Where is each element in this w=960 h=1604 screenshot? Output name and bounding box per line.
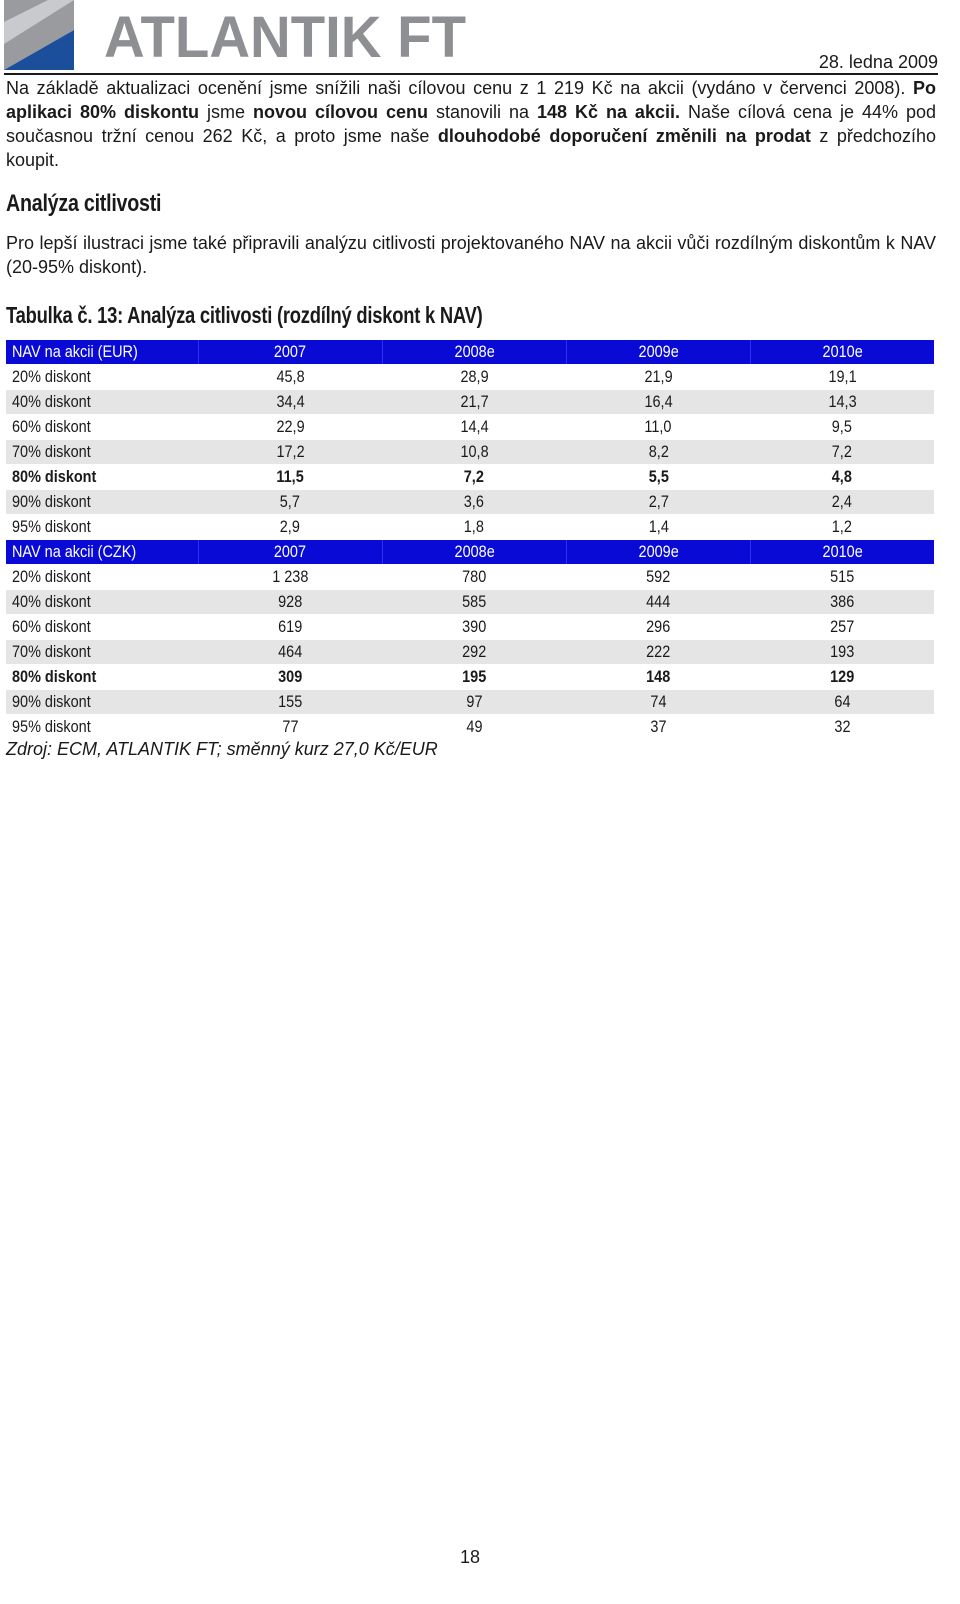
value-cell: 1 238 <box>198 565 382 590</box>
table-row <box>6 415 934 440</box>
value-cell: 19,1 <box>750 365 934 390</box>
value-cell: 21,9 <box>566 365 750 390</box>
value-cell: 155 <box>198 690 382 715</box>
report-date: 28. ledna 2009 <box>818 52 938 72</box>
header-divider <box>4 73 938 75</box>
value-cell: 45,8 <box>198 365 382 390</box>
table-row <box>6 490 934 515</box>
discount-label-cell: 95% diskont <box>6 715 198 740</box>
header-year-cell: 2009e <box>566 540 750 565</box>
value-cell: 11,0 <box>566 415 750 440</box>
table-header-row-eur <box>6 340 934 365</box>
value-cell: 193 <box>750 640 934 665</box>
discount-label-cell: 90% diskont <box>6 490 198 515</box>
value-cell: 444 <box>566 590 750 615</box>
value-cell: 1,2 <box>750 515 934 540</box>
value-cell: 21,7 <box>382 390 566 415</box>
value-cell: 7,2 <box>750 440 934 465</box>
section-paragraph: Pro lepší ilustraci jsme také připravili analýzu citlivosti projektovaného NAV na akcii vůči rozdílným diskontům k NAV (20-95% diskont). <box>6 233 936 277</box>
header-year-cell: 2007 <box>198 340 382 365</box>
value-cell: 5,7 <box>198 490 382 515</box>
logo-wordmark: ATLANTIK FT <box>104 5 466 70</box>
value-cell: 17,2 <box>198 440 382 465</box>
value-cell: 585 <box>382 590 566 615</box>
value-cell: 1,8 <box>382 515 566 540</box>
value-cell: 780 <box>382 565 566 590</box>
table-row <box>6 515 934 540</box>
value-cell: 928 <box>198 590 382 615</box>
header-year-cell: 2010e <box>750 540 934 565</box>
table-row <box>6 690 934 715</box>
source-note: Zdroj: ECM, ATLANTIK FT; směnný kurz 27,0 Kč/EUR <box>6 739 438 759</box>
table-row <box>6 590 934 615</box>
value-cell: 390 <box>382 615 566 640</box>
discount-label-cell: 40% diskont <box>6 590 198 615</box>
table-row <box>6 565 934 590</box>
value-cell: 49 <box>382 715 566 740</box>
value-cell: 5,5 <box>566 465 750 490</box>
discount-label-cell: 70% diskont <box>6 440 198 465</box>
header-label-cell: NAV na akcii (EUR) <box>6 340 198 365</box>
discount-label-cell: 80% diskont <box>6 465 198 490</box>
value-cell: 3,6 <box>382 490 566 515</box>
value-cell: 34,4 <box>198 390 382 415</box>
table-row <box>6 640 934 665</box>
value-cell: 8,2 <box>566 440 750 465</box>
value-cell: 464 <box>198 640 382 665</box>
value-cell: 10,8 <box>382 440 566 465</box>
value-cell: 97 <box>382 690 566 715</box>
table-row <box>6 715 934 740</box>
discount-label-cell: 90% diskont <box>6 690 198 715</box>
intro-paragraph: Na základě aktualizaci ocenění jsme snížili naši cílovou cenu z 1 219 Kč na akcii (vydáno v červenci 2008). Po aplikaci 80% diskontu jsme novou cílovou cenu stanovili na 148 Kč na akcii. Naše cílová cena je 44% pod současnou tržní cenou 262 Kč, a proto jsme naše dlouhodobé doporučení změnili na prodat z předchozího koupit. <box>6 78 936 170</box>
value-cell: 619 <box>198 615 382 640</box>
value-cell: 592 <box>566 565 750 590</box>
header-year-cell: 2008e <box>382 540 566 565</box>
page-number: 18 <box>459 1547 481 1567</box>
value-cell: 4,8 <box>750 465 934 490</box>
value-cell: 32 <box>750 715 934 740</box>
value-cell: 11,5 <box>198 465 382 490</box>
value-cell: 195 <box>382 665 566 690</box>
value-cell: 296 <box>566 615 750 640</box>
value-cell: 1,4 <box>566 515 750 540</box>
value-cell: 14,3 <box>750 390 934 415</box>
value-cell: 22,9 <box>198 415 382 440</box>
table-row <box>6 465 934 490</box>
value-cell: 222 <box>566 640 750 665</box>
value-cell: 14,4 <box>382 415 566 440</box>
table-row <box>6 390 934 415</box>
table-row <box>6 365 934 390</box>
sensitivity-table <box>6 340 934 740</box>
header-label-cell: NAV na akcii (CZK) <box>6 540 198 565</box>
value-cell: 16,4 <box>566 390 750 415</box>
value-cell: 64 <box>750 690 934 715</box>
discount-label-cell: 20% diskont <box>6 565 198 590</box>
value-cell: 2,4 <box>750 490 934 515</box>
section-title: Analýza citlivosti <box>6 190 162 217</box>
value-cell: 74 <box>566 690 750 715</box>
value-cell: 9,5 <box>750 415 934 440</box>
value-cell: 28,9 <box>382 365 566 390</box>
header-year-cell: 2007 <box>198 540 382 565</box>
discount-label-cell: 40% diskont <box>6 390 198 415</box>
value-cell: 129 <box>750 665 934 690</box>
discount-label-cell: 60% diskont <box>6 415 198 440</box>
discount-label-cell: 60% diskont <box>6 615 198 640</box>
value-cell: 515 <box>750 565 934 590</box>
table-header-row-czk <box>6 540 934 565</box>
discount-label-cell: 80% diskont <box>6 665 198 690</box>
value-cell: 292 <box>382 640 566 665</box>
value-cell: 37 <box>566 715 750 740</box>
value-cell: 148 <box>566 665 750 690</box>
value-cell: 7,2 <box>382 465 566 490</box>
value-cell: 2,7 <box>566 490 750 515</box>
table-row <box>6 615 934 640</box>
table-row <box>6 665 934 690</box>
value-cell: 309 <box>198 665 382 690</box>
discount-label-cell: 20% diskont <box>6 365 198 390</box>
atlantik-ft-logo <box>4 0 474 70</box>
value-cell: 386 <box>750 590 934 615</box>
discount-label-cell: 95% diskont <box>6 515 198 540</box>
discount-label-cell: 70% diskont <box>6 640 198 665</box>
value-cell: 2,9 <box>198 515 382 540</box>
table-title: Tabulka č. 13: Analýza citlivosti (rozdílný diskont k NAV) <box>6 302 483 328</box>
value-cell: 77 <box>198 715 382 740</box>
value-cell: 257 <box>750 615 934 640</box>
header-year-cell: 2009e <box>566 340 750 365</box>
table-row <box>6 440 934 465</box>
header-year-cell: 2008e <box>382 340 566 365</box>
header-year-cell: 2010e <box>750 340 934 365</box>
